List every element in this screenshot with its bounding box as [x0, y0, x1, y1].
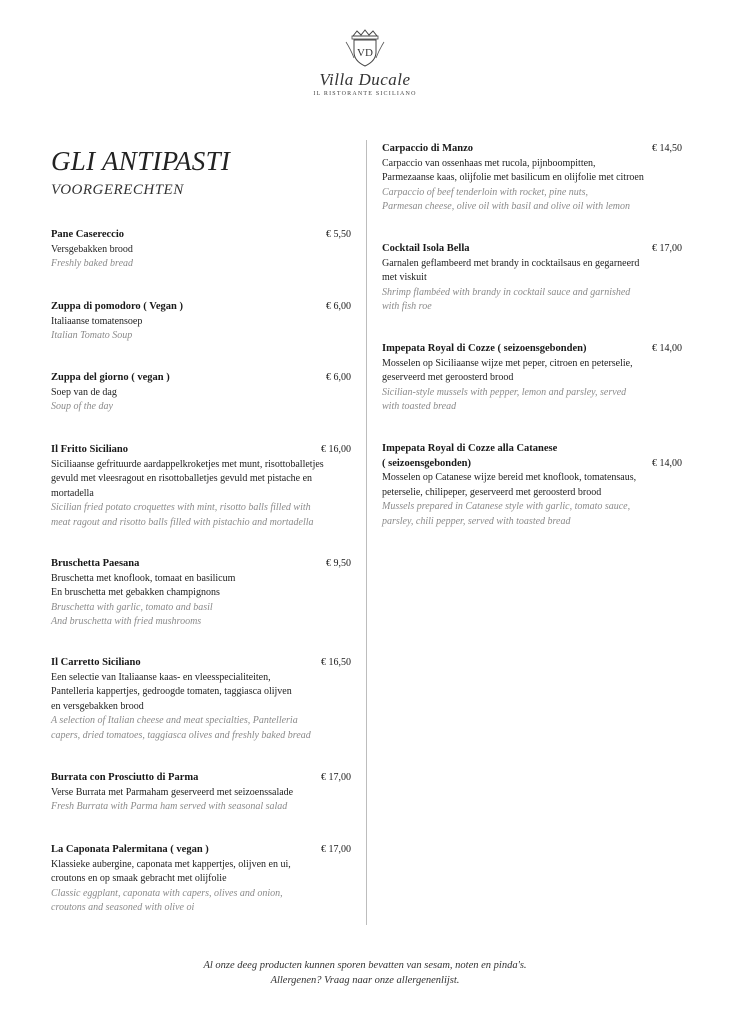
column-divider — [366, 140, 367, 925]
monogram: VD — [357, 47, 373, 59]
dish-price: € 14,00 — [652, 457, 682, 469]
allergen-note-line2: Allergenen? Vraag naar onze allergenenlijst. — [270, 975, 460, 986]
menu-item — [51, 557, 351, 630]
dish-price: € 16,00 — [321, 444, 351, 455]
dish-name: La Caponata Palermitana ( vegan ) — [51, 844, 209, 855]
dish-name: Burrata con Prosciutto di Parma — [51, 772, 199, 783]
dish-description-en: Mussels prepared in Catanese style with garlic, tomato sauce, — [382, 501, 631, 512]
dish-description-nl: Soep van de dag — [51, 386, 117, 398]
dish-description-en: Parmesan cheese, olive oil with basil and olive oil with lemon — [382, 201, 631, 212]
section-title: GLI ANTIPASTI — [51, 146, 231, 176]
dish-description-en: Sicilian-style mussels with pepper, lemon and parsley, served — [382, 386, 627, 398]
menu-item — [51, 656, 351, 743]
dish-name: Zuppa del giorno ( vegan ) — [51, 372, 170, 383]
dish-name: Bruschetta Paesana — [51, 558, 140, 569]
dish-description-nl: mortadella — [51, 487, 94, 499]
section-subtitle: VOORGERECHTEN — [51, 182, 184, 198]
crest-icon — [343, 28, 387, 68]
menu-item — [382, 442, 682, 529]
menu-item — [51, 371, 351, 415]
dish-price: € 14,00 — [652, 343, 682, 354]
dish-name: Cocktail Isola Bella — [382, 243, 470, 254]
dish-description-nl: Mosselen op Siciliaanse wijze met peper, citroen en peterselie, — [382, 357, 633, 369]
dish-name: Pane Casereccio — [51, 229, 124, 240]
menu-item — [51, 300, 351, 344]
dish-description-nl: Carpaccio van ossenhaas met rucola, pijnboompitten, — [382, 157, 596, 169]
dish-description-en: Classic eggplant, caponata with capers, olives and onion, — [51, 887, 283, 899]
dish-price: € 17,00 — [321, 844, 351, 855]
dish-description-en: Carpaccio of beef tenderloin with rocket, pine nuts, — [382, 186, 588, 198]
dish-description-en: capers, dried tomatoes, taggiasca olives and freshly baked bread — [51, 729, 311, 741]
dish-description-nl: En bruschetta met gebakken champignons — [51, 587, 220, 598]
dish-description-en: Bruschetta with garlic, tomato and basil — [51, 601, 213, 613]
dish-price: € 14,50 — [652, 143, 682, 154]
menu-item — [382, 142, 682, 215]
dish-description-en: Italian Tomato Soup — [51, 330, 133, 341]
dish-name: Zuppa di pomodoro ( Vegan ) — [51, 301, 183, 312]
dish-description-en: meat ragout and risotto balls filled with pistachio and mortadella — [51, 516, 314, 528]
dish-description-en: And bruschetta with fried mushrooms — [51, 616, 202, 627]
menu-item — [51, 843, 351, 916]
dish-name: Il Carretto Siciliano — [51, 657, 141, 668]
dish-name: Impepata Royal di Cozze alla Catanese — [382, 443, 558, 454]
dish-description-nl: Klassieke aubergine, caponata met kappertjes, olijven en ui, — [51, 858, 291, 870]
menu-item — [51, 771, 351, 815]
dish-description-nl: Verse Burrata met Parmaham geserveerd met seizoenssalade — [51, 786, 294, 798]
dish-description-nl: met viskuit — [382, 272, 427, 283]
left-column — [51, 140, 351, 913]
dish-price: € 17,00 — [652, 243, 682, 254]
allergen-note — [0, 958, 730, 988]
dish-price: € 5,50 — [326, 229, 351, 240]
dish-price: € 9,50 — [326, 558, 351, 569]
dish-description-en: parsley, chili pepper, served with toasted bread — [382, 515, 571, 527]
dish-description-en: Shrimp flambéed with brandy in cocktail sauce and garnished — [382, 286, 631, 298]
dish-description-nl: Garnalen geflambeerd met brandy in cocktailsaus en gegarneerd — [382, 257, 640, 269]
dish-description-en: Fresh Burrata with Parma ham served with seasonal salad — [51, 801, 288, 812]
menu-item — [51, 443, 351, 530]
dish-price: € 6,00 — [326, 301, 351, 312]
dish-name: Il Fritto Siciliano — [51, 444, 128, 455]
dish-description-en: with fish roe — [382, 301, 432, 312]
dish-description-nl: Italiaanse tomatensoep — [51, 315, 143, 327]
dish-price: € 16,50 — [321, 657, 351, 668]
dish-description-nl: geserveerd met geroosterd brood — [382, 372, 514, 383]
dish-name: Carpaccio di Manzo — [382, 143, 473, 154]
dish-description-nl: Pantelleria kappertjes, gedroogde tomaten, taggiasca olijven — [51, 686, 292, 697]
dish-description-en: A selection of Italian cheese and meat specialties, Pantelleria — [51, 715, 298, 726]
dish-description-nl: peterselie, chilipeper, geserveerd met geroosterd brood — [382, 486, 602, 498]
dish-price: € 17,00 — [321, 772, 351, 783]
dish-name: Impepata Royal di Cozze ( seizoensgebonden) — [382, 343, 587, 354]
dish-description-nl: Parmezaanse kaas, olijfolie met basilicum en olijfolie met citroen — [382, 172, 644, 183]
restaurant-logo — [0, 28, 730, 97]
dish-description-nl: Mosselen op Catanese wijze bereid met knoflook, tomatensaus, — [382, 472, 637, 483]
logo-name: Villa Ducale — [319, 70, 411, 89]
dish-description-en: with toasted bread — [382, 401, 457, 412]
dish-description-nl: Een selectie van Italiaanse kaas- en vleesspecialiteiten, — [51, 671, 271, 683]
dish-description-nl: gevuld met vleesragout en risottoballetjes gevuld met pistache en — [51, 473, 313, 484]
menu-item — [382, 242, 682, 315]
dish-description-nl: croutons en op smaak gebracht met olijfolie — [51, 873, 227, 884]
dish-description-en: Sicilian fried potato croquettes with mint, risotto balls filled with — [51, 502, 311, 513]
dish-price: € 6,00 — [326, 372, 351, 383]
dish-description-nl: Siciliaanse gefrituurde aardappelkroketjes met munt, risottoballetjes — [51, 458, 324, 470]
dish-description-en: croutons and seasoned with olive oi — [51, 902, 195, 913]
dish-description-nl: Versgebakken brood — [51, 243, 133, 255]
dish-name-line2: ( seizoensgebonden) — [382, 457, 471, 469]
dish-description-en: Freshly baked bread — [51, 258, 134, 269]
dish-description-nl: Bruschetta met knoflook, tomaat en basilicum — [51, 572, 236, 584]
menu-item — [51, 228, 351, 272]
allergen-note-line1: Al onze deeg producten kunnen sporen bevatten van sesam, noten en pinda's. — [203, 960, 527, 971]
dish-description-en: Soup of the day — [51, 401, 113, 412]
menu-item — [382, 342, 682, 415]
dish-description-nl: en versgebakken brood — [51, 700, 144, 712]
logo-subtitle: IL RISTORANTE SICILIANO — [313, 91, 417, 97]
